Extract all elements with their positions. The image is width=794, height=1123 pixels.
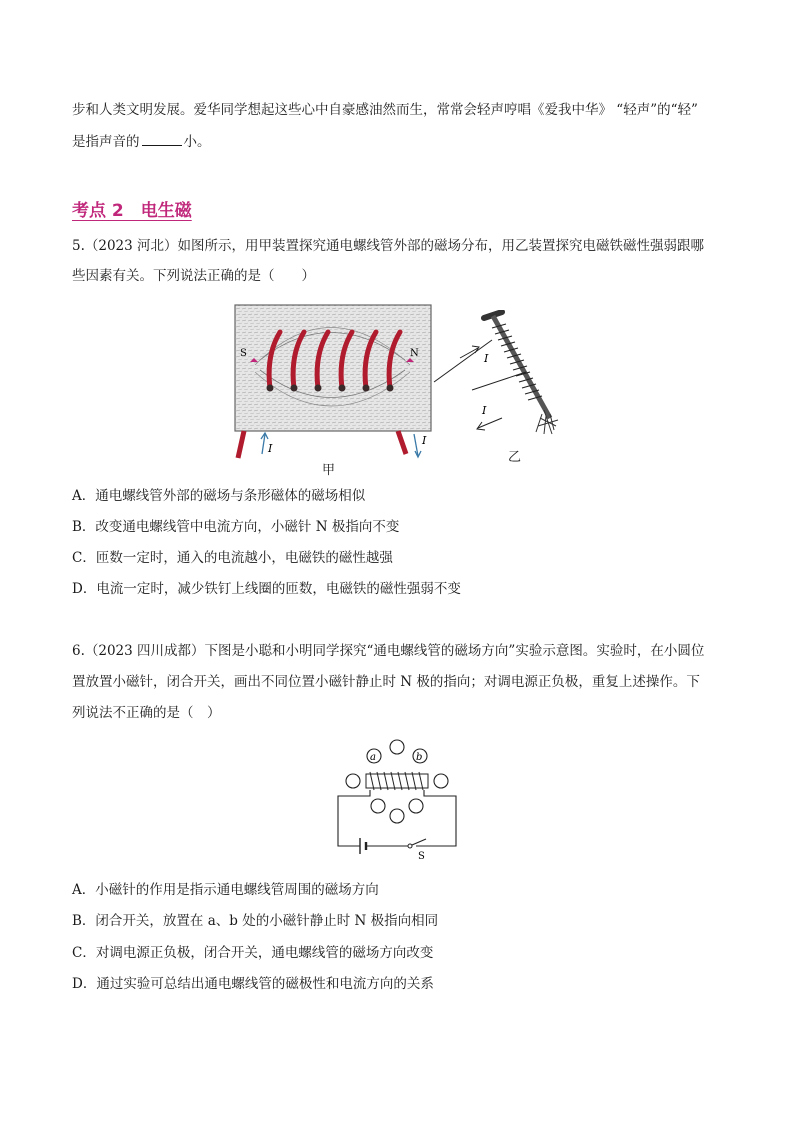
intro-line-1: 步和人类文明发展。爱华同学想起这些心中自豪感油然而生，常常会轻声哼唱《爱我中华》 “轻声”的“轻” [72,102,698,118]
q5-stem-line-2: 些因素有关。下列说法正确的是（ ） [72,268,315,284]
figure-q6-solenoid-circuit [330,738,465,863]
figure-yi-electromagnet [432,310,577,450]
fig-jia-current-label-1: I [268,442,273,455]
fig-yi-current-label-1: I [484,352,489,365]
section-title: 考点 2 电生磁 [72,201,192,221]
q6-option-c[interactable]: C．对调电源正负极，闭合开关，通电螺线管的磁场方向改变 [72,945,434,961]
q6-stem-line-1: 6.（2023 四川成都）下图是小聪和小明同学探究“通电螺线管的磁场方向”实验示意图。实验时，在小圆位 [72,643,705,659]
q5-option-b[interactable]: B．改变通电螺线管中电流方向，小磁针 N 极指向不变 [72,519,400,535]
q5-stem-line-1: 5.（2023 河北）如图所示，用甲装置探究通电螺线管外部的磁场分布，用乙装置探究电磁铁磁性强弱跟哪 [72,238,705,254]
fig-q6-switch-label: S [418,851,425,862]
q6-option-d[interactable]: D．通过实验可总结出通电螺线管的磁极性和电流方向的关系 [72,976,434,992]
fig-yi-current-label-2: I [482,404,487,417]
q5-option-a[interactable]: A．通电螺线管外部的磁场与条形磁体的磁场相似 [72,488,366,504]
fig-jia-n-label: N [410,348,419,359]
figure-jia-solenoid [230,300,440,460]
q5-option-c[interactable]: C．匝数一定时，通入的电流越小，电磁铁的磁性越强 [72,550,393,566]
fig-yi-caption: 乙 [508,450,522,465]
q6-option-b[interactable]: B．闭合开关，放置在 a、b 处的小磁针静止时 N 极指向相同 [72,913,439,929]
fig-jia-caption: 甲 [322,463,336,478]
intro-line-2-b: 小。 [183,134,211,150]
q6-stem-line-3: 列说法不正确的是（ ） [72,705,221,721]
q5-option-d[interactable]: D．电流一定时，减少铁钉上线圈的匝数，电磁铁的磁性强弱不变 [72,581,461,597]
answer-blank[interactable] [142,132,182,146]
intro-line-2-a: 是指声音的 [72,134,140,150]
fig-q6-b-label: b [416,752,423,763]
q6-option-a[interactable]: A．小磁针的作用是指示通电螺线管周围的磁场方向 [72,882,379,898]
fig-jia-s-label: S [240,348,247,359]
fig-jia-current-label-2: I [422,434,427,447]
intro-line-2 [72,132,211,152]
q6-stem-line-2: 置放置小磁针，闭合开关，画出不同位置小磁针静止时 N 极的指向；对调电源正负极，重复上述操作。下 [72,674,700,690]
fig-q6-a-label: a [370,752,376,763]
